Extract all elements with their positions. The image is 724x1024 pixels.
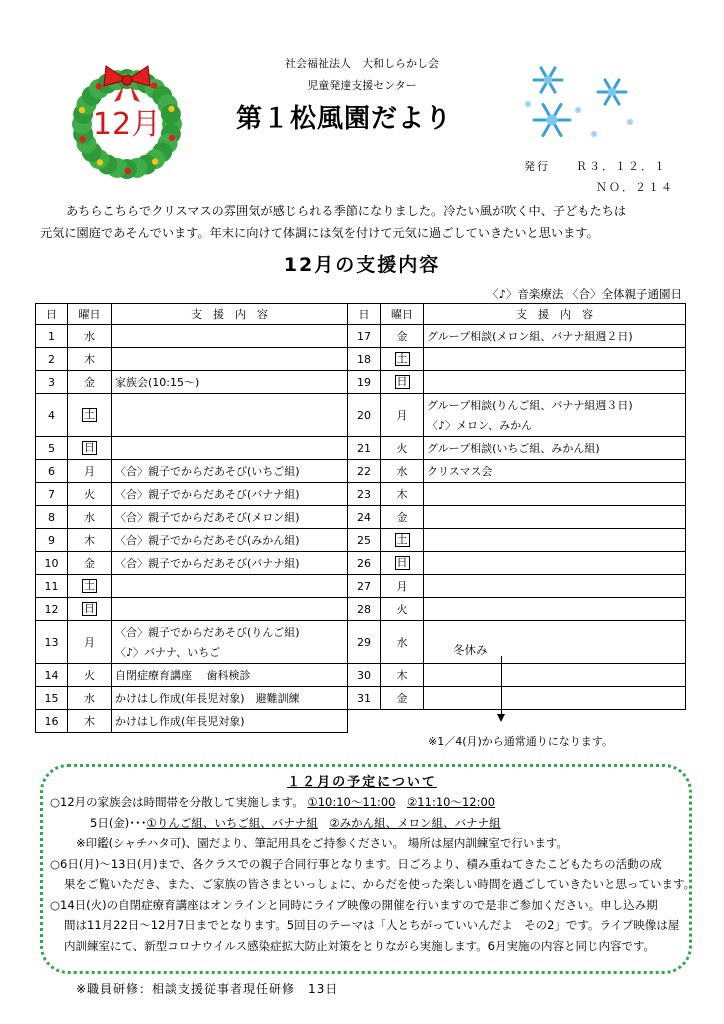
weekday-cell (68, 460, 112, 483)
issue-number: ＮＯ．２１４ (596, 181, 674, 194)
weekday-cell (68, 710, 112, 733)
weekday-label: 木 (84, 534, 95, 547)
weekday-cell (68, 325, 112, 348)
content-line: クリスマス会 (427, 465, 493, 478)
weekday-label: 金 (396, 692, 408, 705)
content-line: 〈合〉親子でからだあそび(バナナ組) (115, 488, 300, 501)
weekday-label: 日 (84, 441, 95, 454)
day-cell: 6 (36, 460, 68, 483)
weekday-cell (381, 371, 424, 394)
weekday-label: 木 (396, 669, 408, 682)
day-cell: 15 (36, 687, 68, 710)
wreath-ornament (97, 159, 103, 165)
weekday-cell (68, 575, 112, 598)
weekday-label: 土 (396, 533, 408, 546)
table-row (36, 437, 686, 460)
wreath-ornament (79, 107, 85, 113)
weekday-cell (381, 621, 424, 664)
day-cell: 10 (36, 552, 68, 575)
content-cell (112, 664, 348, 687)
table-row (36, 598, 686, 621)
weekday-cell (68, 621, 112, 664)
weekday-label: 火 (396, 603, 408, 616)
weekday-label: 水 (84, 330, 95, 343)
content-line: グループ相談(りんご組、バナナ組週３日) (427, 399, 633, 412)
weekday-cell (381, 552, 424, 575)
content-cell (112, 348, 348, 371)
weekday-cell (68, 371, 112, 394)
content-line: グループ相談(メロン組、バナナ組週２日) (427, 330, 633, 343)
weekday-label: 日 (396, 375, 408, 388)
content-cell (424, 664, 686, 687)
content-cell (424, 506, 686, 529)
content-cell (424, 394, 686, 437)
weekday-cell (68, 529, 112, 552)
header-weekday: 曜日 (381, 304, 424, 325)
weekday-cell (381, 348, 424, 371)
content-cell (112, 621, 348, 664)
day-cell: 9 (36, 529, 68, 552)
table-row (36, 621, 686, 664)
header-content: 支 援 内 容 (424, 304, 686, 325)
content-cell (112, 710, 348, 733)
day-cell: 24 (348, 506, 381, 529)
weekday-cell (68, 483, 112, 506)
content-line: 〈合〉親子でからだあそび(メロン組) (115, 511, 300, 524)
day-cell: 14 (36, 664, 68, 687)
weekday-cell (381, 460, 424, 483)
center-name: 児童発達支援センター (307, 79, 417, 92)
day-cell: 29 (348, 621, 381, 664)
content-cell (112, 394, 348, 437)
day-cell: 30 (348, 664, 381, 687)
content-line: 〈♪〉バナナ、いちご (115, 646, 221, 659)
weekday-cell (381, 394, 424, 437)
table-row (36, 575, 686, 598)
weekday-label: 水 (84, 511, 95, 524)
snow-dot (525, 101, 531, 107)
legend: 〈♪〉音楽療法 〈合〉全体親子通園日 (487, 287, 682, 301)
day-cell: 2 (36, 348, 68, 371)
staff-training-note: ※職員研修：相談支援従事者現任研修 13日 (76, 982, 339, 996)
wreath-ornament (168, 106, 174, 112)
notes-line: 間は11月22日～12月7日までとなります。5回目のテーマは「人とちがっていいんだよ その2」です。ライブ映像は屋 (64, 918, 680, 932)
content-cell (424, 437, 686, 460)
day-cell: 19 (348, 371, 381, 394)
wreath-ornament (124, 168, 130, 174)
day-cell: 31 (348, 687, 381, 710)
day-cell: 5 (36, 437, 68, 460)
weekday-cell (68, 506, 112, 529)
weekday-label: 土 (84, 579, 95, 592)
content-line: 家族会(10:15～) (115, 376, 200, 389)
content-cell (424, 529, 686, 552)
table-row (36, 710, 686, 733)
day-cell: 17 (348, 325, 381, 348)
day-cell: 21 (348, 437, 381, 460)
day-cell: 20 (348, 394, 381, 437)
content-cell (424, 371, 686, 394)
table-row (36, 348, 686, 371)
snow-dot (627, 119, 633, 125)
day-cell: 16 (36, 710, 68, 733)
day-cell: 1 (36, 325, 68, 348)
day-cell: 25 (348, 529, 381, 552)
header-day: 日 (348, 304, 381, 325)
content-cell (112, 506, 348, 529)
notes-line: ○6日(月)～13日(月)まで、各クラスでの親子合同行事となります。日ごろより、積み重ねてきたこどもたちの活動の成 (50, 856, 662, 871)
table-row (36, 483, 686, 506)
winter-break-label: 冬休み (453, 643, 488, 657)
table-row (36, 552, 686, 575)
wreath-ornament (79, 136, 85, 142)
weekday-label: 火 (396, 442, 408, 455)
table-row (36, 664, 686, 687)
content-cell (424, 687, 686, 710)
intro-line: あちらこちらでクリスマスの雰囲気が感じられる季節になりました。冷たい風が吹く中、子どもたちは (66, 204, 627, 218)
header-day: 日 (36, 304, 68, 325)
day-cell: 27 (348, 575, 381, 598)
content-cell (112, 529, 348, 552)
day-cell: 11 (36, 575, 68, 598)
notes-body (50, 792, 696, 956)
day-cell: 22 (348, 460, 381, 483)
day-cell: 23 (348, 483, 381, 506)
weekday-label: 日 (396, 556, 408, 569)
weekday-cell (381, 483, 424, 506)
content-cell (424, 348, 686, 371)
weekday-cell (381, 529, 424, 552)
weekday-cell (68, 687, 112, 710)
weekday-cell (68, 394, 112, 437)
day-cell: 7 (36, 483, 68, 506)
table-row (36, 460, 686, 483)
weekday-cell (381, 575, 424, 598)
weekday-label: 土 (84, 408, 95, 421)
content-line: 〈合〉親子でからだあそび(りんご組) (115, 626, 300, 639)
header-content: 支 援 内 容 (112, 304, 348, 325)
table-row (36, 687, 686, 710)
notes-line: 果をご覧いただき、また、ご家族の皆さまといっしょに、からだを使った楽しい時間を過ごしていきたいと思っています。 (64, 877, 696, 891)
content-cell (112, 325, 348, 348)
wreath-ornament (169, 135, 175, 141)
content-line: 〈合〉親子でからだあそび(いちご組) (115, 465, 300, 478)
snow-dot (591, 131, 597, 137)
notes-line: ○12月の家族会は時間帯を分散して実施します。 ①10:10～11:00 ②11:10～12:00 (50, 795, 496, 809)
weekday-cell (381, 437, 424, 460)
table-row (36, 506, 686, 529)
content-cell (112, 483, 348, 506)
weekday-cell (381, 687, 424, 710)
weekday-label: 火 (84, 488, 95, 501)
wreath-ornament (152, 158, 158, 164)
issue-date: 発行 Ｒ３．１２．１ (524, 160, 667, 173)
content-line: かけはし作成(年長児対象) 避難訓練 (115, 692, 300, 705)
content-cell (112, 460, 348, 483)
content-cell (424, 552, 686, 575)
resume-note: ※1／4(月)から通常通りになります。 (428, 735, 613, 748)
day-cell: 8 (36, 506, 68, 529)
content-cell (424, 598, 686, 621)
notes-title: １２月の予定について (287, 775, 437, 790)
notes-line: ○14日(火)の自閉症療育講座はオンラインと同時にライブ映像の開催を行いますので是非ご参加ください。申し込み期 (50, 897, 658, 912)
content-cell (424, 325, 686, 348)
day-cell: 13 (36, 621, 68, 664)
weekday-cell (68, 664, 112, 687)
snowflakes-icon (520, 62, 640, 147)
weekday-cell (68, 348, 112, 371)
content-line: 〈♪〉メロン、みかん (427, 419, 533, 432)
weekday-label: 金 (84, 557, 95, 570)
org-name: 社会福祉法人 大和しらかし会 (285, 57, 439, 70)
content-cell (424, 483, 686, 506)
weekday-cell (381, 664, 424, 687)
weekday-cell (68, 437, 112, 460)
intro-text (40, 200, 700, 244)
content-line: 〈合〉親子でからだあそび(バナナ組) (115, 557, 300, 570)
weekday-label: 月 (396, 409, 408, 422)
weekday-label: 木 (84, 715, 95, 728)
weekday-label: 金 (396, 511, 408, 524)
notes-line: ※印鑑(シャチハタ可)、園だより、筆記用具をご持参ください。 場所は屋内訓練室で行います。 (76, 836, 568, 850)
notes-line: 5日(金)･･･①りんご組、いちご組、バナナ組 ②みかん組、メロン組、バナナ組 (90, 815, 501, 830)
weekday-label: 水 (396, 465, 408, 478)
day-cell: 3 (36, 371, 68, 394)
empty-cell (348, 710, 686, 733)
content-cell (112, 437, 348, 460)
weekday-cell (68, 598, 112, 621)
weekday-label: 木 (84, 353, 95, 366)
weekday-label: 日 (84, 602, 95, 615)
weekday-label: 火 (84, 669, 95, 682)
day-cell: 4 (36, 394, 68, 437)
content-cell (424, 460, 686, 483)
weekday-label: 月 (84, 465, 95, 478)
content-cell (112, 598, 348, 621)
weekday-label: 水 (84, 692, 95, 705)
weekday-label: 水 (396, 636, 408, 649)
snowflake-core (547, 115, 558, 126)
table-row (36, 325, 686, 348)
content-line: グループ相談(いちご組、みかん組) (427, 442, 600, 455)
weekday-label: 土 (396, 352, 408, 365)
snow-dot (575, 107, 581, 113)
content-cell (112, 575, 348, 598)
weekday-label: 金 (396, 330, 408, 343)
content-cell (112, 552, 348, 575)
arrow-line (501, 656, 502, 716)
day-cell: 18 (348, 348, 381, 371)
table-header-row (36, 304, 686, 325)
weekday-label: 月 (396, 580, 408, 593)
weekday-cell (68, 552, 112, 575)
weekday-cell (381, 598, 424, 621)
content-line: かけはし作成(年長児対象) (115, 715, 245, 728)
content-line: 〈合〉親子でからだあそび(みかん組) (115, 534, 300, 547)
wreath-label: 12月 (92, 107, 162, 142)
content-cell (112, 687, 348, 710)
schedule-table (35, 303, 686, 733)
weekday-label: 木 (396, 488, 408, 501)
intro-line: 元気に園庭であそんでいます。年末に向けて体調には気を付けて元気に過ごしていきたいと思います。 (40, 226, 599, 240)
section-title: 12月の支援内容 (283, 254, 441, 276)
table-row (36, 529, 686, 552)
weekday-cell (381, 325, 424, 348)
content-line: 自閉症療育講座 歯科検診 (115, 669, 251, 682)
down-arrow-icon (497, 714, 505, 722)
header-weekday: 曜日 (68, 304, 112, 325)
weekday-label: 金 (84, 376, 95, 389)
content-cell (112, 371, 348, 394)
day-cell: 28 (348, 598, 381, 621)
table-row (36, 394, 686, 437)
day-cell: 26 (348, 552, 381, 575)
newsletter-title: 第１松風園だより (236, 104, 453, 134)
weekday-label: 月 (84, 636, 95, 649)
content-cell (424, 575, 686, 598)
day-cell: 12 (36, 598, 68, 621)
table-row (36, 371, 686, 394)
notes-line: 内訓練室にて、新型コロナウイルス感染症拡大防止対策をとりながら実施します。6月実施の内容と同じ内容です。 (64, 938, 656, 953)
weekday-cell (381, 506, 424, 529)
